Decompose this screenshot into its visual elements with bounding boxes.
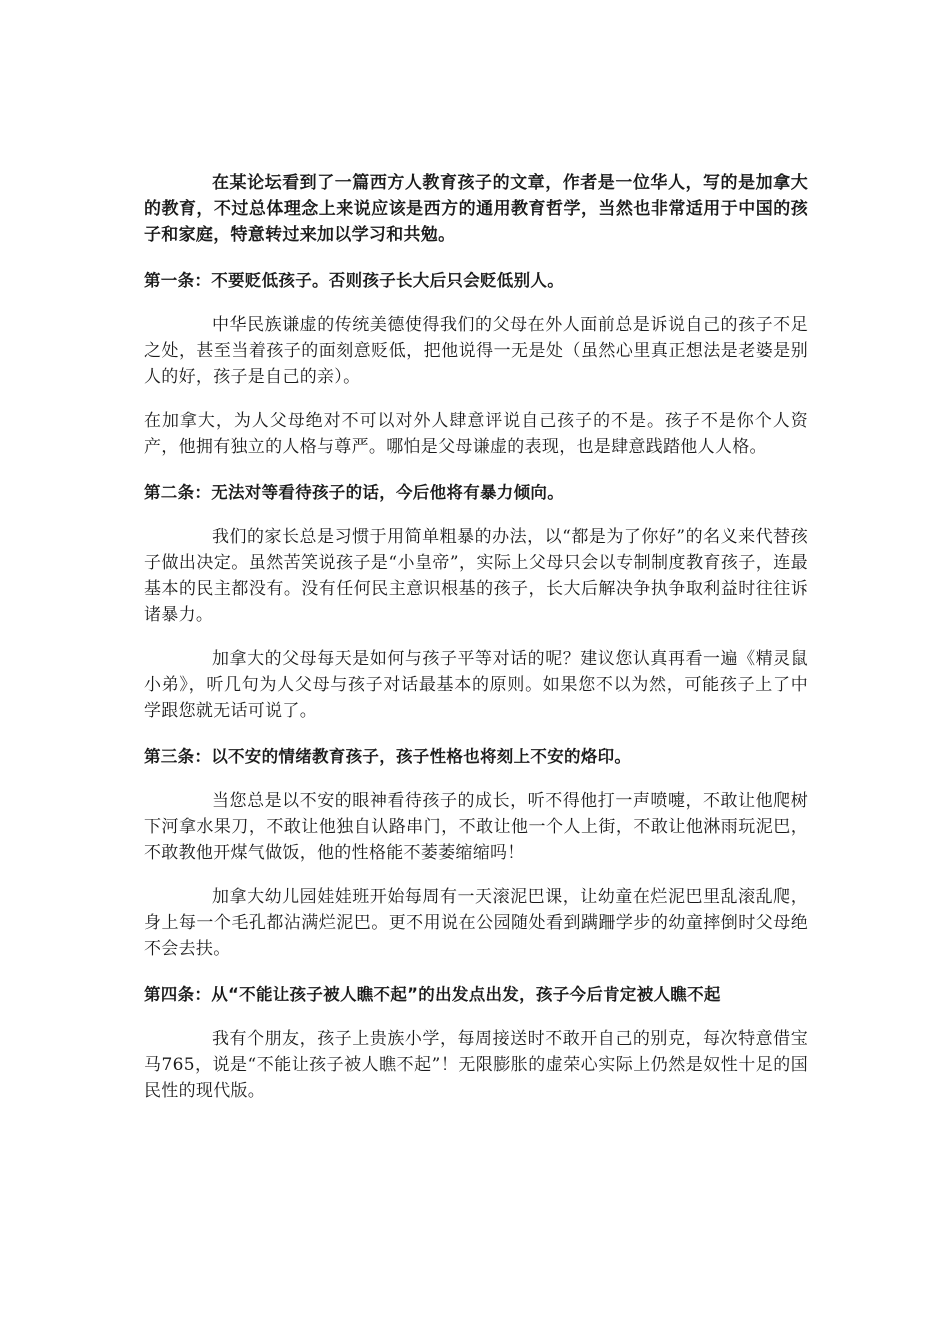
section-2-paragraph-2: 加拿大的父母每天是如何与孩子平等对话的呢？建议您认真再看一遍《精灵鼠小弟》，听几句为人父母与孩子对话最基本的原则。如果您不以为然，可能孩子上了中学跟您就无话可说了。 [144,649,808,721]
section-2-heading: 第二条：无法对等看待孩子的话，今后他将有暴力倾向。 [144,483,564,502]
section-1-heading: 第一条：不要贬低孩子。否则孩子长大后只会贬低别人。 [144,271,564,290]
section-4-heading: 第四条：从“不能让孩子被人瞧不起”的出发点出发，孩子今后肯定被人瞧不起 [144,985,721,1004]
section-4-paragraph-1: 我有个朋友，孩子上贵族小学，每周接送时不敢开自己的别克，每次特意借宝马765，说是“不能让孩子被人瞧不起”！无限膨胀的虚荣心实际上仍然是奴性十足的国民性的现代版。 [144,1029,808,1101]
section-1-paragraph-2: 在加拿大，为人父母绝对不可以对外人肆意评说自己孩子的不是。孩子不是你个人资产，他拥有独立的人格与尊严。哪怕是父母谦虚的表现，也是肆意践踏他人人格。 [144,411,808,457]
section-3-heading: 第三条：以不安的情绪教育孩子，孩子性格也将刻上不安的烙印。 [144,747,632,766]
intro-paragraph: 在某论坛看到了一篇西方人教育孩子的文章，作者是一位华人，写的是加拿大的教育，不过总体理念上来说应该是西方的通用教育哲学，当然也非常适用于中国的孩子和家庭，特意转过来加以学习和共勉。 [144,173,808,245]
section-1-paragraph-1: 中华民族谦虚的传统美德使得我们的父母在外人面前总是诉说自己的孩子不足之处，甚至当着孩子的面刻意贬低，把他说得一无是处（虽然心里真正想法是老婆是别人的好，孩子是自己的亲）。 [144,315,808,387]
section-2-paragraph-1: 我们的家长总是习惯于用简单粗暴的办法，以“都是为了你好”的名义来代替孩子做出决定。虽然苦笑说孩子是“小皇帝”，实际上父母只会以专制制度教育孩子，连最基本的民主都没有。没有任何民主意识根基的孩子，长大后解决争执争取利益时往往诉诸暴力。 [144,527,808,625]
section-3-paragraph-1: 当您总是以不安的眼神看待孩子的成长，听不得他打一声喷嚏，不敢让他爬树下河拿水果刀，不敢让他独自认路串门，不敢让他一个人上街，不敢让他淋雨玩泥巴，不敢教他开煤气做饭，他的性格能不萎萎缩缩吗！ [144,791,808,863]
article-page [144,170,808,1104]
section-3-paragraph-2: 加拿大幼儿园娃娃班开始每周有一天滚泥巴课，让幼童在烂泥巴里乱滚乱爬，身上每一个毛孔都沾满烂泥巴。更不用说在公园随处看到蹒跚学步的幼童摔倒时父母绝不会去扶。 [144,887,808,959]
